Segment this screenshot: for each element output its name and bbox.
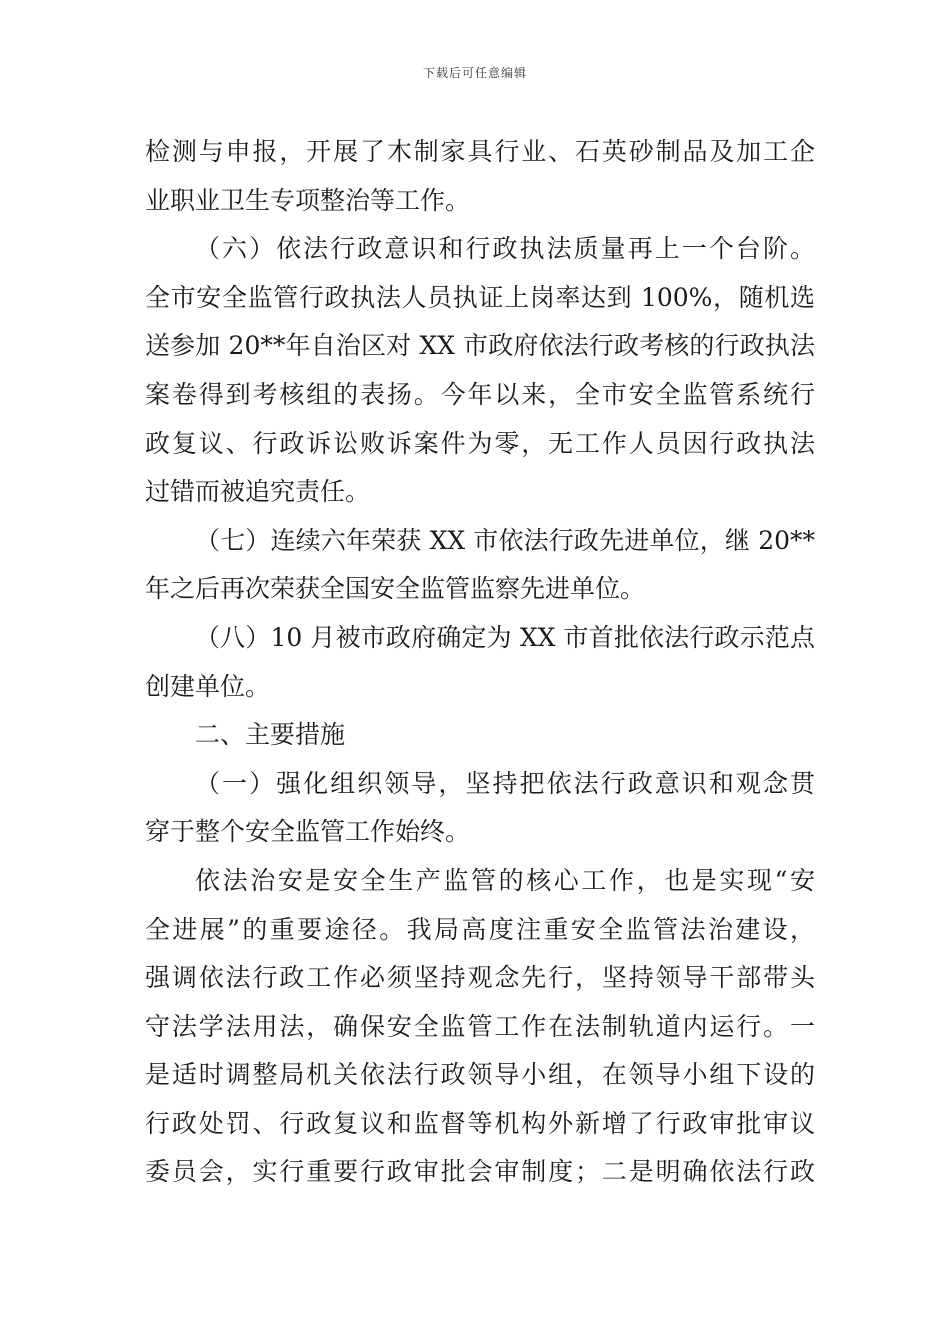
text-line: 委员会，实行重要行政审批会审制度；二是明确依法行政 bbox=[145, 1157, 815, 1187]
section-heading-7: （七）连续六年荣获 XX 市依法行政先进单位，继 20** bbox=[195, 525, 815, 555]
text-line: 业职业卫生专项整治等工作。 bbox=[145, 185, 471, 215]
text-line: 全进展”的重要途径。我局高度注重安全监管法治建设， bbox=[145, 914, 815, 944]
text-line: 强调依法行政工作必须坚持观念先行，坚持领导干部带头 bbox=[145, 963, 815, 993]
section-heading-6: （六）依法行政意识和行政执法质量再上一个台阶。 bbox=[195, 234, 815, 264]
page-header: 下载后可任意编辑 bbox=[422, 66, 527, 80]
text-line: 穿于整个安全监管工作始终。 bbox=[145, 817, 471, 847]
section-heading-8: （八）10 月被市政府确定为 XX 市首批依法行政示范点 bbox=[195, 622, 815, 652]
text-line: 过错而被追究责任。 bbox=[145, 477, 371, 507]
text-line: 政复议、行政诉讼败诉案件为零，无工作人员因行政执法 bbox=[145, 428, 815, 458]
text-line: 守法学法用法，确保安全监管工作在法制轨道内运行。一 bbox=[145, 1011, 815, 1041]
text-line: 送参加 20**年自治区对 XX 市政府依法行政考核的行政执法 bbox=[145, 331, 815, 361]
chapter-heading: 二、主要措施 bbox=[195, 720, 346, 750]
paragraph-start: 依法治安是安全生产监管的核心工作，也是实现“安 bbox=[195, 865, 815, 895]
text-line: 行政处罚、行政复议和监督等机构外新增了行政审批审议 bbox=[145, 1108, 815, 1138]
text-line: 创建单位。 bbox=[145, 671, 271, 701]
section-heading-1: （一）强化组织领导，坚持把依法行政意识和观念贯 bbox=[195, 768, 815, 798]
text-line: 案卷得到考核组的表扬。今年以来，全市安全监管系统行 bbox=[145, 379, 815, 409]
text-line: 是适时调整局机关依法行政领导小组，在领导小组下设的 bbox=[145, 1060, 815, 1090]
text-line: 年之后再次荣获全国安全监管监察先进单位。 bbox=[145, 574, 646, 604]
document-body bbox=[145, 128, 815, 1197]
text-line: 检测与申报，开展了木制家具行业、石英砂制品及加工企 bbox=[145, 137, 815, 166]
text-line: 全市安全监管行政执法人员执证上岗率达到 100%，随机选 bbox=[145, 282, 815, 312]
